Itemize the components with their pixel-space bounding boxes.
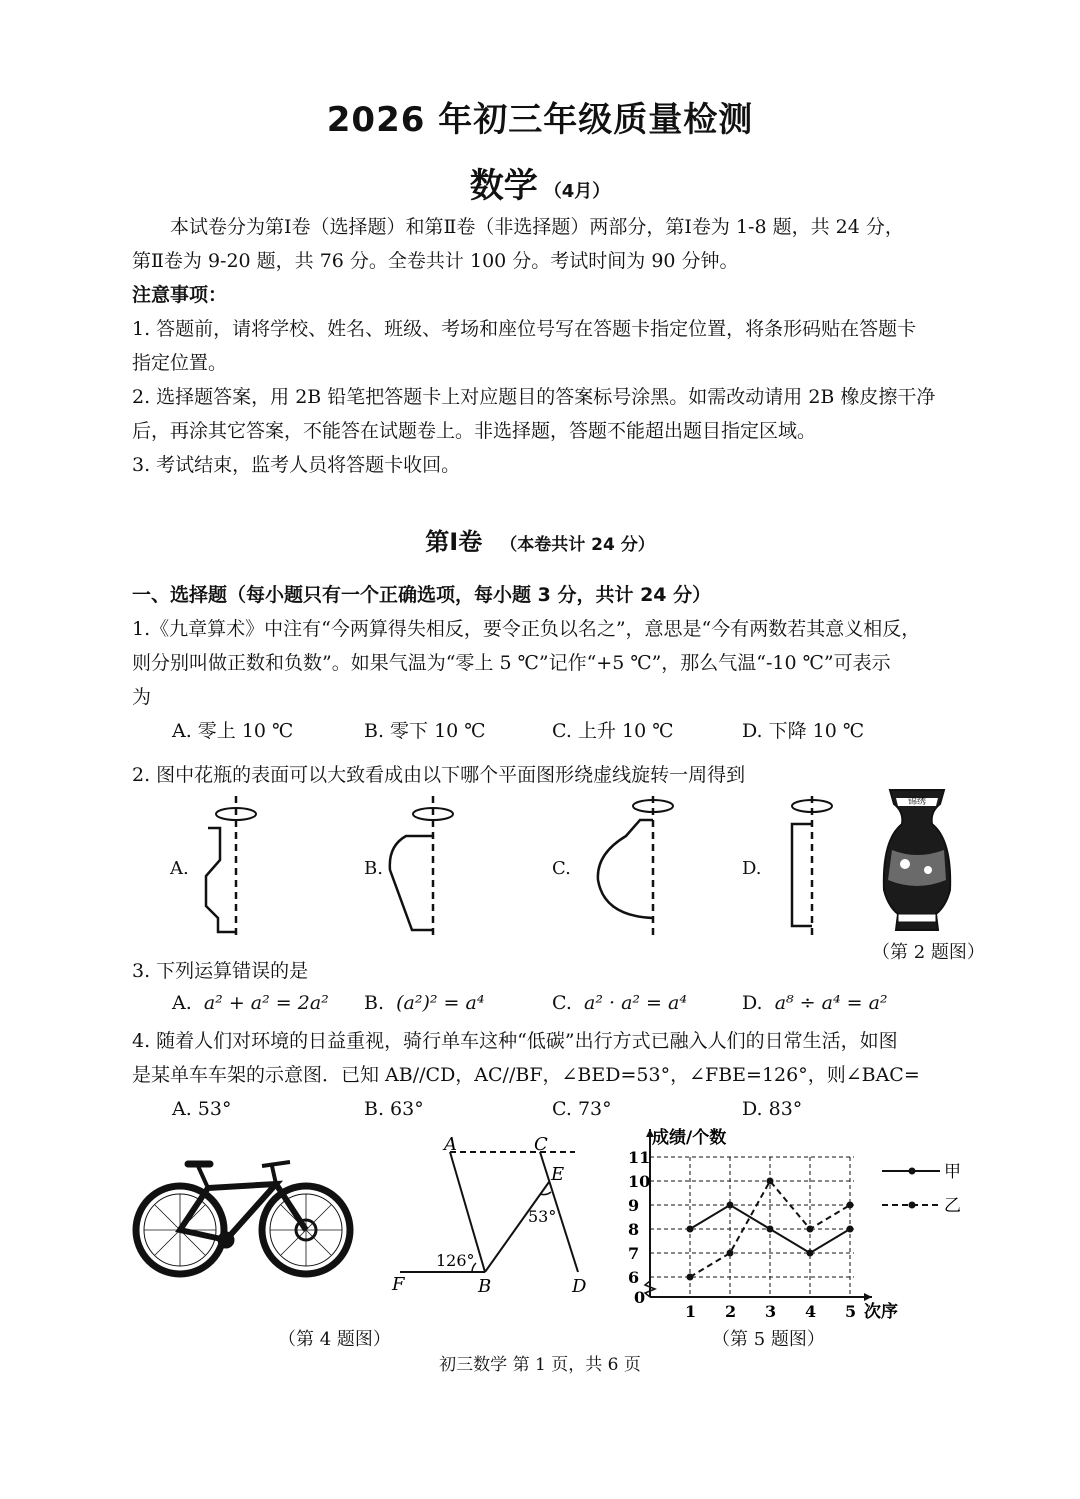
legend-marker-0 bbox=[909, 1168, 916, 1175]
section-subtitle: （本卷共计 24 分） bbox=[500, 535, 655, 555]
q1-option-c: C. 上升 10 ℃ bbox=[552, 720, 674, 742]
series-point-0 bbox=[727, 1202, 734, 1209]
q1-option-a: A. 零上 10 ℃ bbox=[172, 720, 294, 742]
q4-caption: （第 4 题图） bbox=[278, 1329, 391, 1350]
question-2-text: 2. 图中花瓶的表面可以大致看成由以下哪个平面图形绕虚线旋转一周得到 bbox=[132, 764, 746, 786]
x-axis-arrow bbox=[864, 1293, 872, 1301]
x-tick-label: 5 bbox=[845, 1302, 857, 1321]
q3-expr-b: (a²)² = a⁴ bbox=[396, 992, 485, 1014]
q2-figures bbox=[0, 780, 1080, 955]
q4-option-a: A. 53° bbox=[172, 1098, 232, 1120]
question-3-text: 3. 下列运算错误的是 bbox=[132, 960, 309, 982]
series-point-0 bbox=[687, 1226, 694, 1233]
intro-paragraph bbox=[132, 210, 952, 278]
series-point-0 bbox=[767, 1226, 774, 1233]
y-tick-label: 6 bbox=[628, 1268, 640, 1287]
exam-title: 2026 年初三年级质量检测 bbox=[326, 100, 754, 140]
q4-diagram bbox=[380, 1130, 610, 1300]
intro-line: 本试卷分为第Ⅰ卷（选择题）和第Ⅱ卷（非选择题）两部分，第Ⅰ卷为 1-8 题，共 24 分， bbox=[170, 216, 904, 238]
series-point-0 bbox=[807, 1250, 814, 1257]
q3-option-b bbox=[364, 992, 484, 1014]
notes-block bbox=[132, 278, 952, 482]
q1-line: 1.《九章算术》中注有“今两算得失相反，要令正负以名之”，意思是“今有两数若其意义相反， bbox=[132, 618, 921, 640]
q2-figure-b bbox=[390, 796, 453, 940]
q3-option-d-label: D. bbox=[742, 992, 763, 1014]
y-tick-label: 9 bbox=[628, 1196, 640, 1215]
point-a: A bbox=[444, 1134, 457, 1155]
series-point-1 bbox=[727, 1250, 734, 1257]
q5-chart bbox=[610, 1115, 970, 1325]
q3-option-a bbox=[172, 992, 329, 1014]
notes-item: 指定位置。 bbox=[132, 352, 228, 374]
point-e: E bbox=[551, 1164, 565, 1185]
q3-option-d bbox=[742, 992, 888, 1014]
y-tick-label: 8 bbox=[628, 1220, 640, 1239]
series-point-1 bbox=[847, 1202, 854, 1209]
notes-item: 2. 选择题答案，用 2B 铅笔把答题卡上对应题目的答案标号涂黑。如需改动请用 2B 橡皮擦干净 bbox=[132, 386, 936, 408]
y-tick-label: 7 bbox=[628, 1244, 640, 1263]
question-1 bbox=[132, 612, 962, 714]
y-tick-label: 11 bbox=[628, 1148, 651, 1167]
point-b: B bbox=[478, 1276, 492, 1297]
vase-text: 锦绣 bbox=[907, 797, 927, 807]
series-point-1 bbox=[807, 1226, 814, 1233]
q2-figure-a bbox=[206, 796, 256, 940]
series-point-0 bbox=[847, 1226, 854, 1233]
notes-item: 3. 考试结束，监考人员将答题卡收回。 bbox=[132, 454, 461, 476]
bicycle-image bbox=[130, 1150, 360, 1280]
q4-line: 是某单车车架的示意图．已知 AB//CD，AC//BF，∠BED=53°，∠FBE=126°，则∠BAC= bbox=[132, 1064, 920, 1086]
legend-label-1: 乙 bbox=[944, 1196, 961, 1216]
q4-option-c: C. 73° bbox=[552, 1098, 612, 1120]
origin-label: 0 bbox=[634, 1288, 646, 1307]
q1-line: 则分别叫做正数和负数”。如果气温为“零上 5 ℃”记作“+5 ℃”，那么气温“-10 ℃”可表示 bbox=[132, 652, 891, 674]
series-point-1 bbox=[767, 1178, 774, 1185]
section-title bbox=[0, 522, 1080, 557]
q3-expr-d: a⁸ ÷ a⁴ = a² bbox=[774, 992, 888, 1014]
q4-option-b: B. 63° bbox=[364, 1098, 424, 1120]
q2-figure-d bbox=[792, 796, 832, 940]
question-4 bbox=[132, 1024, 962, 1092]
y-tick-label: 10 bbox=[628, 1172, 651, 1191]
q2-label-b: B. bbox=[364, 858, 383, 879]
notes-item: 1. 答题前，请将学校、姓名、班级、考场和座位号写在答题卡指定位置，将条形码贴在答题卡 bbox=[132, 318, 917, 340]
q2-figure-c bbox=[598, 796, 673, 940]
q4-line: 4. 随着人们对环境的日益重视，骑行单车这种“低碳”出行方式已融入人们的日常生活，如图 bbox=[132, 1030, 898, 1052]
x-tick-label: 1 bbox=[685, 1302, 697, 1321]
q3-option-b-label: B. bbox=[364, 992, 385, 1014]
intro-line: 第Ⅱ卷为 9-20 题，共 76 分。全卷共计 100 分。考试时间为 90 分钟。 bbox=[132, 250, 739, 272]
q3-expr-a: a² + a² = 2a² bbox=[203, 992, 329, 1014]
y-axis-label: 成绩/个数 bbox=[652, 1128, 727, 1148]
point-c: C bbox=[534, 1134, 548, 1155]
q2-label-c: C. bbox=[552, 858, 571, 879]
angle-fbe-label: 126° bbox=[436, 1251, 475, 1270]
q3-expr-c: a² · a² = a⁴ bbox=[584, 992, 687, 1014]
page-footer: 初三数学 第 1 页，共 6 页 bbox=[439, 1355, 641, 1375]
x-tick-label: 4 bbox=[805, 1302, 817, 1321]
q3-option-c-label: C. bbox=[552, 992, 572, 1014]
part1-heading: 一、选择题（每小题只有一个正确选项，每小题 3 分，共计 24 分） bbox=[132, 584, 712, 606]
vase-image bbox=[884, 790, 950, 930]
q5-caption: （第 5 题图） bbox=[712, 1329, 825, 1350]
q2-label-d: D. bbox=[742, 858, 762, 879]
subject-name: 数学 bbox=[469, 166, 538, 206]
q1-option-b: B. 零下 10 ℃ bbox=[364, 720, 486, 742]
legend-marker-1 bbox=[909, 1202, 916, 1209]
q4-option-d: D. 83° bbox=[742, 1098, 803, 1120]
q1-line: 为 bbox=[132, 686, 152, 708]
series-point-1 bbox=[687, 1274, 694, 1281]
angle-bed-label: 53° bbox=[528, 1207, 557, 1226]
section-name: 第Ⅰ卷 bbox=[425, 528, 483, 556]
subject-month: （4月） bbox=[543, 181, 611, 202]
notes-heading: 注意事项： bbox=[132, 284, 228, 306]
x-tick-label: 3 bbox=[765, 1302, 777, 1321]
x-tick-label: 2 bbox=[725, 1302, 737, 1321]
exam-subject bbox=[0, 158, 1080, 207]
q2-caption: （第 2 题图） bbox=[872, 942, 985, 963]
point-f: F bbox=[392, 1274, 405, 1295]
q1-option-d: D. 下降 10 ℃ bbox=[742, 720, 865, 742]
q3-option-c bbox=[552, 992, 687, 1014]
q3-option-a-label: A. bbox=[172, 992, 192, 1014]
x-axis-label: 次序 bbox=[864, 1302, 898, 1322]
point-d: D bbox=[572, 1276, 587, 1297]
legend-label-0: 甲 bbox=[944, 1162, 961, 1182]
q2-label-a: A. bbox=[170, 858, 189, 879]
line-be bbox=[485, 1182, 549, 1272]
notes-item: 后，再涂其它答案，不能答在试题卷上。非选择题，答题不能超出题目指定区域。 bbox=[132, 420, 817, 442]
